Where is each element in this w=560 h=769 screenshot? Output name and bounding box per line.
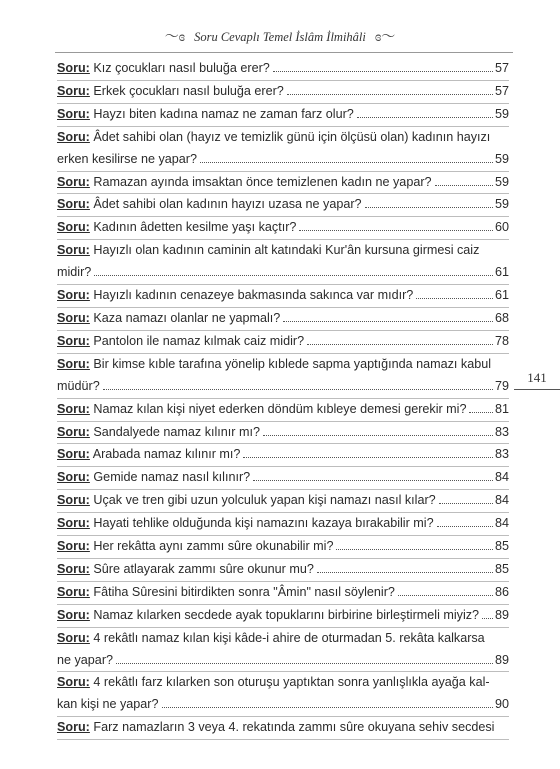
dot-leader bbox=[317, 572, 493, 573]
question-text: Erkek çocukları nasıl buluğa erer? bbox=[93, 83, 284, 98]
ornament-right-icon: ɞ〜 bbox=[375, 30, 396, 45]
running-header bbox=[0, 26, 560, 46]
toc-entry bbox=[57, 217, 509, 240]
toc-entry bbox=[57, 194, 509, 217]
dot-leader bbox=[365, 207, 493, 208]
question-text: Farz namazların 3 veya 4. rekatında zammı sûre okuyana sehiv secdesi bbox=[93, 720, 495, 735]
toc-entry-line bbox=[57, 513, 509, 535]
question-text: Hayati tehlike olduğunda kişi namazını kazaya bırakabilir mi? bbox=[93, 516, 434, 531]
question-label: Soru: bbox=[57, 197, 90, 212]
question-text: Gemide namaz nasıl kılınır? bbox=[93, 470, 251, 485]
page-reference: 59 bbox=[494, 174, 509, 189]
dot-leader bbox=[273, 71, 493, 72]
page-reference: 61 bbox=[494, 265, 509, 280]
question-label: Soru: bbox=[57, 61, 90, 75]
toc-entry-line bbox=[57, 376, 509, 398]
toc-entry-line bbox=[57, 444, 509, 466]
toc-entry bbox=[57, 354, 509, 399]
dot-leader bbox=[482, 618, 493, 619]
dot-leader bbox=[283, 321, 493, 322]
dot-leader bbox=[437, 526, 493, 527]
toc-entry-line bbox=[57, 422, 509, 444]
dot-leader bbox=[263, 435, 493, 436]
dot-leader bbox=[439, 503, 493, 504]
toc-entry bbox=[57, 513, 509, 536]
toc-entry-line bbox=[57, 149, 509, 171]
page-number: 141 bbox=[527, 370, 547, 385]
question-label: Soru: bbox=[57, 129, 90, 144]
toc-entry bbox=[57, 444, 509, 467]
dot-leader bbox=[307, 344, 493, 345]
toc-entry bbox=[57, 104, 509, 127]
toc-entry-line bbox=[57, 308, 509, 330]
question-text: midir? bbox=[57, 265, 92, 280]
question-label: Soru: bbox=[57, 516, 90, 531]
dot-leader bbox=[116, 663, 493, 664]
page-reference: 84 bbox=[494, 470, 509, 485]
toc-entry-line bbox=[57, 217, 509, 239]
question-label: Soru: bbox=[57, 288, 90, 303]
page-reference: 59 bbox=[494, 151, 509, 166]
toc-entry-line bbox=[57, 399, 509, 421]
toc-entry bbox=[57, 422, 509, 445]
toc-entry-line bbox=[57, 127, 509, 149]
question-label: Soru: bbox=[57, 356, 90, 371]
question-label: Soru: bbox=[57, 584, 90, 599]
page-reference: 61 bbox=[494, 288, 509, 303]
page-reference: 89 bbox=[494, 652, 509, 667]
toc-entry-line bbox=[57, 285, 509, 307]
toc-entry-line bbox=[57, 354, 509, 376]
question-label: Soru: bbox=[57, 561, 90, 576]
question-label: Soru: bbox=[57, 493, 90, 508]
question-text: müdür? bbox=[57, 378, 100, 393]
dot-leader bbox=[94, 275, 493, 276]
toc-entry-line bbox=[57, 331, 509, 353]
page-number-divider bbox=[514, 389, 560, 390]
question-text: Namaz kılarken secdede ayak topuklarını birbirine birleştirmeli miyiz? bbox=[93, 607, 480, 622]
page-reference: 85 bbox=[494, 561, 509, 576]
question-text: Fâtiha Sûresini bitirdikten sonra "Âmin" nasıl söylenir? bbox=[93, 584, 395, 599]
question-label: Soru: bbox=[57, 174, 90, 189]
question-label: Soru: bbox=[57, 447, 90, 462]
toc-entry-line bbox=[57, 628, 509, 650]
question-label: Soru: bbox=[57, 243, 90, 258]
question-label: Soru: bbox=[57, 106, 90, 121]
page-reference: 89 bbox=[494, 607, 509, 622]
toc-entry bbox=[57, 240, 509, 285]
page-reference: 59 bbox=[494, 197, 509, 212]
page-reference: 90 bbox=[494, 697, 509, 712]
toc-entry bbox=[57, 628, 509, 673]
page-reference: 68 bbox=[494, 310, 509, 325]
toc-entry bbox=[57, 81, 509, 104]
question-label: Soru: bbox=[57, 630, 90, 645]
question-label: Soru: bbox=[57, 675, 90, 690]
dot-leader bbox=[469, 412, 493, 413]
toc-entry-line bbox=[57, 650, 509, 672]
question-text: kan kişi ne yapar? bbox=[57, 697, 159, 712]
dot-leader bbox=[357, 117, 493, 118]
question-label: Soru: bbox=[57, 720, 90, 735]
dot-leader bbox=[336, 549, 493, 550]
toc-entry bbox=[57, 285, 509, 308]
question-text: Namaz kılan kişi niyet ederken döndüm kıbleye demesi gerekir mi? bbox=[93, 401, 467, 416]
toc-entry bbox=[57, 717, 509, 740]
page-reference: 81 bbox=[494, 401, 509, 416]
page-reference: 57 bbox=[494, 83, 509, 98]
question-text: Sûre atlayarak zammı sûre okunur mu? bbox=[93, 561, 314, 576]
question-text: Hayızlı kadının cenazeye bakmasında sakınca var mıdır? bbox=[93, 288, 414, 303]
dot-leader bbox=[103, 389, 493, 390]
page-reference: 84 bbox=[494, 516, 509, 531]
toc-entry bbox=[57, 672, 509, 717]
question-text: 4 rekâtlı namaz kılan kişi kâde-i ahire de oturmadan 5. rekâta kalkarsa bbox=[93, 630, 485, 645]
page-reference: 84 bbox=[494, 493, 509, 508]
toc-entry-line bbox=[57, 536, 509, 558]
ornament-left-icon: 〜ɞ bbox=[164, 30, 185, 45]
question-label: Soru: bbox=[57, 310, 90, 325]
dot-leader bbox=[253, 480, 493, 481]
toc-entry bbox=[57, 308, 509, 331]
question-label: Soru: bbox=[57, 333, 90, 348]
question-text: Uçak ve tren gibi uzun yolculuk yapan kişi namazı nasıl kılar? bbox=[93, 493, 436, 508]
question-text: erken kesilirse ne yapar? bbox=[57, 151, 198, 166]
question-text: Hayızlı olan kadının caminin alt katındaki Kur'ân kursuna girmesi caiz bbox=[93, 243, 480, 258]
toc-entry-line bbox=[57, 194, 509, 216]
page-reference: 83 bbox=[494, 447, 509, 462]
page-reference: 85 bbox=[494, 539, 509, 554]
toc-entry-line bbox=[57, 172, 509, 194]
question-text: Sandalyede namaz kılınır mı? bbox=[93, 424, 260, 439]
page-reference: 86 bbox=[494, 584, 509, 599]
toc-entry-line bbox=[57, 81, 509, 103]
toc-entry bbox=[57, 127, 509, 172]
question-text: Âdet sahibi olan (hayız ve temizlik günü için ölçüsü olan) kadının hayızı bbox=[93, 129, 491, 144]
toc-entry bbox=[57, 582, 509, 605]
dot-leader bbox=[243, 457, 493, 458]
question-label: Soru: bbox=[57, 607, 90, 622]
question-text: Her rekâtta aynı zammı sûre okunabilir mi? bbox=[93, 539, 334, 554]
page-reference: 83 bbox=[494, 424, 509, 439]
toc-entry-line bbox=[57, 717, 509, 739]
question-label: Soru: bbox=[57, 401, 90, 416]
question-text: Kadının âdetten kesilme yaşı kaçtır? bbox=[93, 220, 297, 235]
page-reference: 78 bbox=[494, 333, 509, 348]
page-reference: 79 bbox=[494, 378, 509, 393]
question-text: ne yapar? bbox=[57, 652, 114, 667]
toc-entry-line bbox=[57, 240, 509, 262]
book-title: Soru Cevaplı Temel İslâm İlmihâli bbox=[194, 30, 366, 44]
dot-leader bbox=[287, 94, 493, 95]
toc-entry-line bbox=[57, 605, 509, 627]
dot-leader bbox=[299, 230, 493, 231]
question-text: Kız çocukları nasıl buluğa erer? bbox=[93, 61, 270, 75]
question-label: Soru: bbox=[57, 424, 90, 439]
dot-leader bbox=[398, 595, 493, 596]
toc-entry-line bbox=[57, 58, 509, 80]
question-text: Hayzı biten kadına namaz ne zaman farz olur? bbox=[93, 106, 354, 121]
question-text: 4 rekâtlı farz kılarken son oturuşu yaptıktan sonra yanlışlıkla ayağa kal- bbox=[93, 675, 490, 690]
toc-entry bbox=[57, 58, 509, 81]
question-text: Kaza namazı olanlar ne yapmalı? bbox=[93, 310, 281, 325]
page-reference: 57 bbox=[494, 61, 509, 75]
question-text: Pantolon ile namaz kılmak caiz midir? bbox=[93, 333, 305, 348]
toc-entry-line bbox=[57, 694, 509, 716]
question-label: Soru: bbox=[57, 220, 90, 235]
toc-entry bbox=[57, 605, 509, 628]
toc-entry bbox=[57, 331, 509, 354]
toc-entry-line bbox=[57, 582, 509, 604]
toc-entry-line bbox=[57, 467, 509, 489]
toc-entry bbox=[57, 490, 509, 513]
question-text: Arabada namaz kılınır mı? bbox=[92, 447, 241, 462]
question-label: Soru: bbox=[57, 539, 90, 554]
toc-entry-line bbox=[57, 559, 509, 581]
question-text: Âdet sahibi olan kadının hayızı uzasa ne yapar? bbox=[93, 197, 362, 212]
page-reference: 59 bbox=[494, 106, 509, 121]
page-reference: 60 bbox=[494, 220, 509, 235]
dot-leader bbox=[416, 298, 493, 299]
dot-leader bbox=[200, 162, 493, 163]
toc-entry-line bbox=[57, 262, 509, 284]
question-label: Soru: bbox=[57, 83, 90, 98]
question-text: Ramazan ayında imsaktan önce temizlenen kadın ne yapar? bbox=[93, 174, 432, 189]
toc-entry-line bbox=[57, 490, 509, 512]
toc-entry-line bbox=[57, 104, 509, 126]
toc-entry bbox=[57, 559, 509, 582]
dot-leader bbox=[435, 185, 493, 186]
toc-entry-line bbox=[57, 672, 509, 694]
dot-leader bbox=[162, 707, 493, 708]
toc-entry bbox=[57, 536, 509, 559]
question-text: Bir kimse kıble tarafına yönelip kıblede sapma yaptığında namazı kabul bbox=[93, 356, 492, 371]
table-of-contents bbox=[57, 58, 509, 740]
question-label: Soru: bbox=[57, 470, 90, 485]
header-divider bbox=[55, 52, 513, 53]
toc-entry bbox=[57, 467, 509, 490]
toc-entry bbox=[57, 172, 509, 195]
toc-entry bbox=[57, 399, 509, 422]
